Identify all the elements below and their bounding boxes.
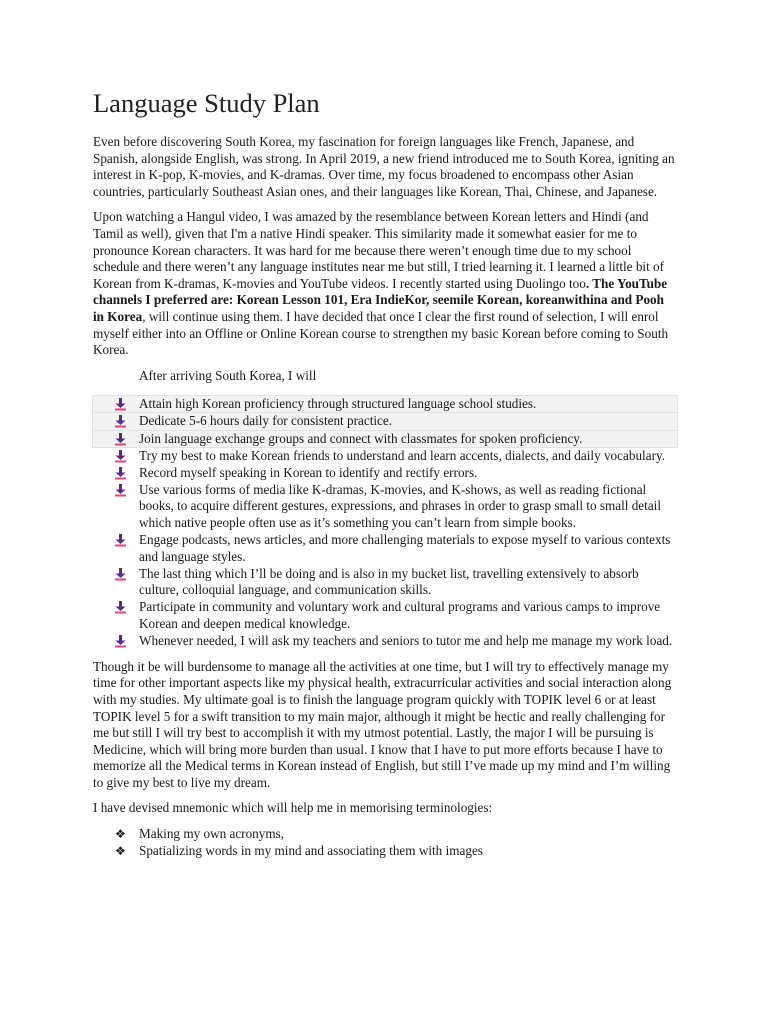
arrow-down-bullet-icon [114,484,127,497]
list-item-text: Whenever needed, I will ask my teachers and seniors to tutor me and help me manage my work load. [139,633,673,649]
mnemonic-list [93,826,677,859]
list-item-text: Spatializing words in my mind and associating them with images [139,842,483,858]
list-item [93,431,677,448]
arrow-down-bullet-icon [114,534,127,547]
arrow-down-bullet-icon [114,433,127,446]
list-item [93,566,677,599]
list-item-text: Making my own acronyms, [139,826,285,842]
list-item-text: Use various forms of media like K-dramas, K-movies, and K-shows, as well as reading fictional books, to acquire different gestures, expressions, and phrases in order to grasp small to small detail which native people often use as it’s something you can’t learn from simple books. [139,481,662,530]
list-item [93,413,677,430]
list-item [93,532,677,565]
paragraph-learning-history-text: Upon watching a Hangul video, I was amazed by the resemblance between Korean letters and Hindi (and Tamil as well), given that I'm a native Hindi speaker. This similarity made it somewhat easier for me to pronounce Korean characters. It was hard for me because there weren’t enough time due to my school schedule and there weren’t any language institutes near me but still, I tried learning it. I learned a little bit of Korean from K-dramas, K-movies and YouTube videos. I recently started using Duolingo too [93,209,665,291]
list-item [93,396,677,413]
diamond-bullet-icon: ❖ [115,827,126,842]
arrow-down-bullet-icon [114,398,127,411]
list-item [93,482,677,532]
list-item-text: Join language exchange groups and connect with classmates for spoken proficiency. [139,430,583,446]
paragraph-learning-history [93,209,677,358]
paragraph-goals: Though it be will burdensome to manage all the activities at one time, but I will try to effectively manage my time for other important aspects like my physical health, extracurricular activities and social interaction along with my studies. My ultimate goal is to finish the language program quickly with TOPIK level 6 or at least TOPIK level 5 for a swift transition to my main major, although it might be hectic and really challenging for me but still I will try best to accomplish it with my utmost potential. Lastly, the major I will be pursuing is Medicine, which will bring more burden than usual. I know that I have to put more efforts because I have to memorize all the Medical terms in Korean instead of English, but still I’ve made up my mind and I’m willing to give my best to live my dream. [93,658,672,790]
list-item [93,448,677,465]
list-item-text: Attain high Korean proficiency through structured language school studies. [139,396,537,412]
list-item-text: Participate in community and voluntary work and cultural programs and various camps to improve Korean and deepen medical knowledge. [139,599,661,632]
paragraph-mnemonics-intro: I have devised mnemonic which will help me in memorising terminologies: [93,800,493,816]
paragraph-background: Even before discovering South Korea, my fascination for foreign languages like French, Japanese, and Spanish, alongside English, was strong. In April 2019, a new friend introduced me to South Korea, igniting an interest in K-pop, K-movies, and K-dramas. Over time, my focus broadened to encompass other Asian countries, particularly Southeast Asian ones, and their languages like Korean, Thai, Chinese, and Japanese. [93,134,675,199]
plan-intro: After arriving South Korea, I will [139,367,317,383]
list-item-text: Record myself speaking in Korean to identify and rectify errors. [139,464,478,480]
arrow-down-bullet-icon [114,450,127,463]
list-item [93,826,677,843]
paragraph-learning-history-end: , will continue using them. I have decided that once I clear the first round of selection, I will enrol myself either into an Offline or Online Korean course to strengthen my basic Korean before coming to South Korea. [93,308,669,358]
diamond-bullet-icon: ❖ [115,843,126,858]
list-item-text: The last thing which I’ll be doing and is also in my bucket list, travelling extensively to absorb culture, colloquial language, and communication skills. [139,565,639,598]
document-body [93,86,677,868]
plan-list [93,396,677,649]
list-item [93,843,677,860]
list-item [93,599,677,632]
arrow-down-bullet-icon [114,568,127,581]
list-item-text: Dedicate 5-6 hours daily for consistent practice. [139,413,393,429]
arrow-down-bullet-icon [114,635,127,648]
arrow-down-bullet-icon [114,415,127,428]
list-item [93,465,677,482]
page-title: Language Study Plan [93,88,320,118]
list-item [93,633,677,650]
arrow-down-bullet-icon [114,601,127,614]
arrow-down-bullet-icon [114,467,127,480]
youtube-channels-bold: . The YouTube channels I preferred are: Korean Lesson 101, Era IndieKor, seemile Korean, koreanwithina and Pooh in Korea [93,275,668,324]
list-item-text: Try my best to make Korean friends to understand and learn accents, dialects, and daily vocabulary. [139,447,665,463]
list-item-text: Engage podcasts, news articles, and more challenging materials to expose myself to various contexts and language styles. [139,532,671,564]
